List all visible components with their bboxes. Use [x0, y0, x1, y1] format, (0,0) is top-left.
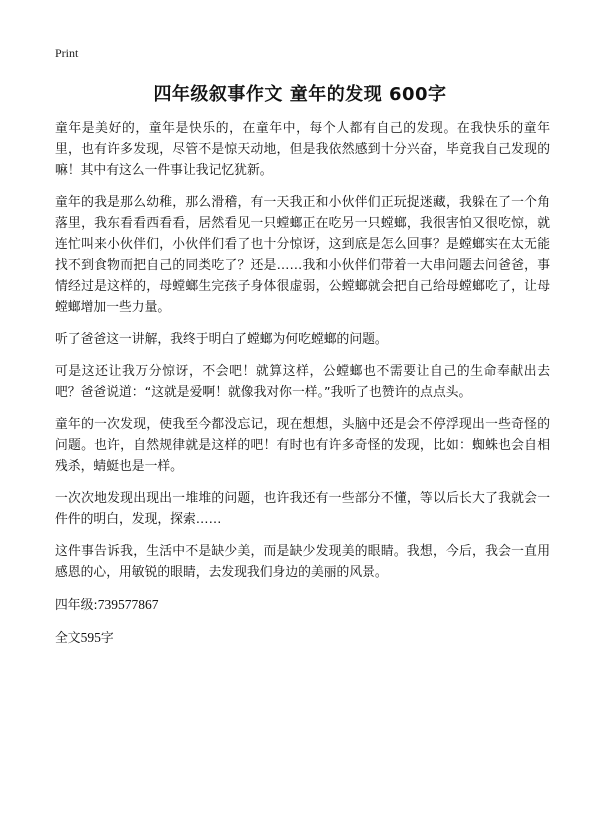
word-count-number: 595	[80, 630, 101, 645]
word-count-line	[55, 627, 550, 649]
grade-number: 739577867	[97, 597, 159, 612]
print-link[interactable]: Print	[55, 46, 79, 60]
paragraph: 童年是美好的，童年是快乐的，在童年中，每个人都有自己的发现。在我快乐的童年里，也有许多发现，尽管不是惊天动地，但是我依然感到十分兴奋，毕竟我自己发现的嘛！其中有这么一件事让我记忆犹新。	[55, 121, 550, 178]
article-body	[55, 118, 550, 660]
paragraph: 可是这还让我万分惊讶，不会吧！就算这样，公螳螂也不需要让自己的生命奉献出去吧？爸爸说道：“这就是爱啊！就像我对你一样。”我听了也赞许的点点头。	[55, 364, 550, 400]
grade-prefix: 四年级:	[55, 598, 98, 613]
grade-line	[55, 594, 550, 616]
paragraph: 听了爸爸这一讲解，我终于明白了螳螂为何吃螳螂的问题。	[55, 332, 388, 347]
word-count-suffix: 字	[100, 631, 114, 646]
word-count-prefix: 全文	[55, 631, 81, 646]
paragraph: 童年的我是那么幼稚，那么滑稽，有一天我正和小伙伴们正玩捉迷藏，我躲在了一个角落里，我东看看西看看，居然看见一只螳螂正在吃另一只螳螂，我很害怕又很吃惊，就连忙叫来小伙伴们，小伙伴们看了也十分惊讶，这到底是怎么回事？是螳螂实在太无能找不到食物而把自己的同类吃了？还是……我和小伙伴们带着一大串问题去问爸爸，事情经过是这样的，母螳螂生完孩子身体很虚弱，公螳螂就会把自己给母螳螂吃了，让母螳螂增加一些力量。	[55, 195, 550, 315]
paragraph: 童年的一次发现，使我至今都没忘记，现在想想，头脑中还是会不停浮现出一些奇怪的问题。也许，自然规律就是这样的吧！有时也有许多奇怪的发现，比如：蜘蛛也会自相残杀，蜻蜓也是一样。	[55, 417, 550, 474]
paragraph: 一次次地发现出现出一堆堆的问题，也许我还有一些部分不懂，等以后长大了我就会一件件的明白，发现，探索……	[55, 491, 550, 527]
paragraph: 这件事告诉我，生活中不是缺少美，而是缺少发现美的眼睛。我想，今后，我会一直用感恩的心，用敏锐的眼睛，去发现我们身边的美丽的风景。	[55, 544, 550, 580]
article-title: 四年级叙事作文 童年的发现 600字	[153, 84, 447, 105]
